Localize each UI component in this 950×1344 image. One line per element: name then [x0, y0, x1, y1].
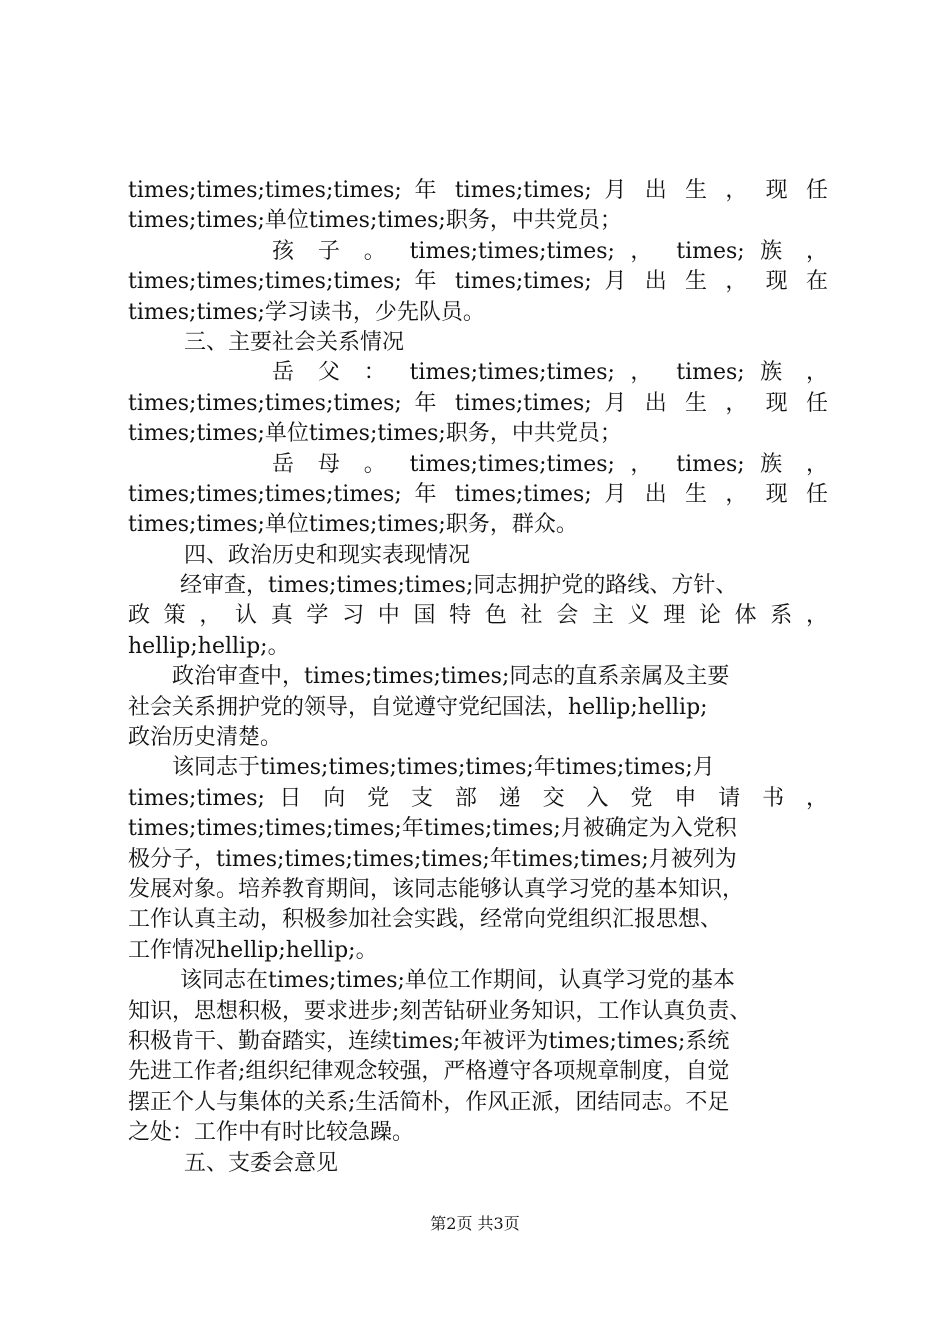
- page-footer: 第2页 共3页: [430, 1214, 520, 1233]
- text-line: times;times;times;times; 年 times;times; 月 出 生 ， 现 在: [128, 269, 828, 295]
- text-line: 岳 父 ： times;times;times; ， times; 族 ，: [272, 360, 828, 386]
- text-line: 孩 子 。 times;times;times; ， times; 族 ，: [272, 238, 828, 264]
- text-line: 之处：工作中有时比较急躁。: [128, 1120, 415, 1146]
- text-line: times;times;单位times;times;职务，中共党员；: [128, 208, 622, 234]
- document-body: [128, 176, 828, 1179]
- section-heading-3: 三、主要社会关系情况: [184, 329, 405, 355]
- text-line: 政治历史清楚。: [128, 725, 283, 751]
- text-line: 该同志于times;times;times;times;年times;times;月: [172, 755, 715, 781]
- text-line: 积极肯干、勤奋踏实，连续times;年被评为times;times;系统: [128, 1028, 730, 1054]
- section-heading-4: 四、政治历史和现实表现情况: [184, 542, 471, 568]
- text-line: 经审查，times;times;times;同志拥护党的路线、方针、: [180, 573, 738, 599]
- text-line: times;times;times;times; 年 times;times; 月 出 生 ， 现 任: [128, 178, 828, 203]
- text-line: times;times;单位times;times;职务，中共党员；: [128, 421, 622, 447]
- text-line: times;times;times;times; 年 times;times; 月 出 生 ， 现 任: [128, 481, 828, 507]
- section-heading-5: 五、支委会意见: [184, 1150, 339, 1176]
- text-line: times;times;times;times; 年 times;times; 月 出 生 ， 现 任: [128, 390, 828, 416]
- text-line: 极分子，times;times;times;times;年times;times;月被列为: [128, 846, 737, 872]
- text-line: 岳 母 。 times;times;times; ， times; 族 ，: [272, 451, 828, 477]
- text-line: 政治审查中，times;times;times;同志的直系亲属及主要: [172, 664, 730, 690]
- text-line: times;times; 日 向 党 支 部 递 交 入 党 申 请 书 ，: [128, 785, 828, 811]
- text-line: 摆正个人与集体的关系;生活简朴，作风正派，团结同志。不足: [128, 1089, 730, 1115]
- text-line: 工作情况hellip;hellip;。: [128, 937, 378, 963]
- text-line: 先进工作者;组织纪律观念较强，严格遵守各项规章制度，自觉: [128, 1059, 730, 1085]
- text-line: 社会关系拥护党的领导，自觉遵守党纪国法，hellip;hellip;: [128, 694, 708, 720]
- text-line: times;times;单位times;times;职务，群众。: [128, 512, 578, 538]
- text-line: 知识，思想积极，要求进步;刻苦钻研业务知识，工作认真负责、: [128, 998, 752, 1024]
- text-line: 发展对象。培养教育期间，该同志能够认真学习党的基本知识，: [128, 876, 745, 902]
- text-line: times;times;学习读书，少先队员。: [128, 299, 485, 325]
- text-line: times;times;times;times;年times;times;月被确定为入党积: [128, 816, 737, 842]
- text-line: 工作认真主动，积极参加社会实践，经常向党组织汇报思想、: [128, 907, 723, 933]
- text-line: 该同志在times;times;单位工作期间，认真学习党的基本: [180, 968, 735, 994]
- text-line: 政 策 ， 认 真 学 习 中 国 特 色 社 会 主 义 理 论 体 系 ，: [128, 603, 828, 629]
- text-line: hellip;hellip;。: [128, 633, 290, 659]
